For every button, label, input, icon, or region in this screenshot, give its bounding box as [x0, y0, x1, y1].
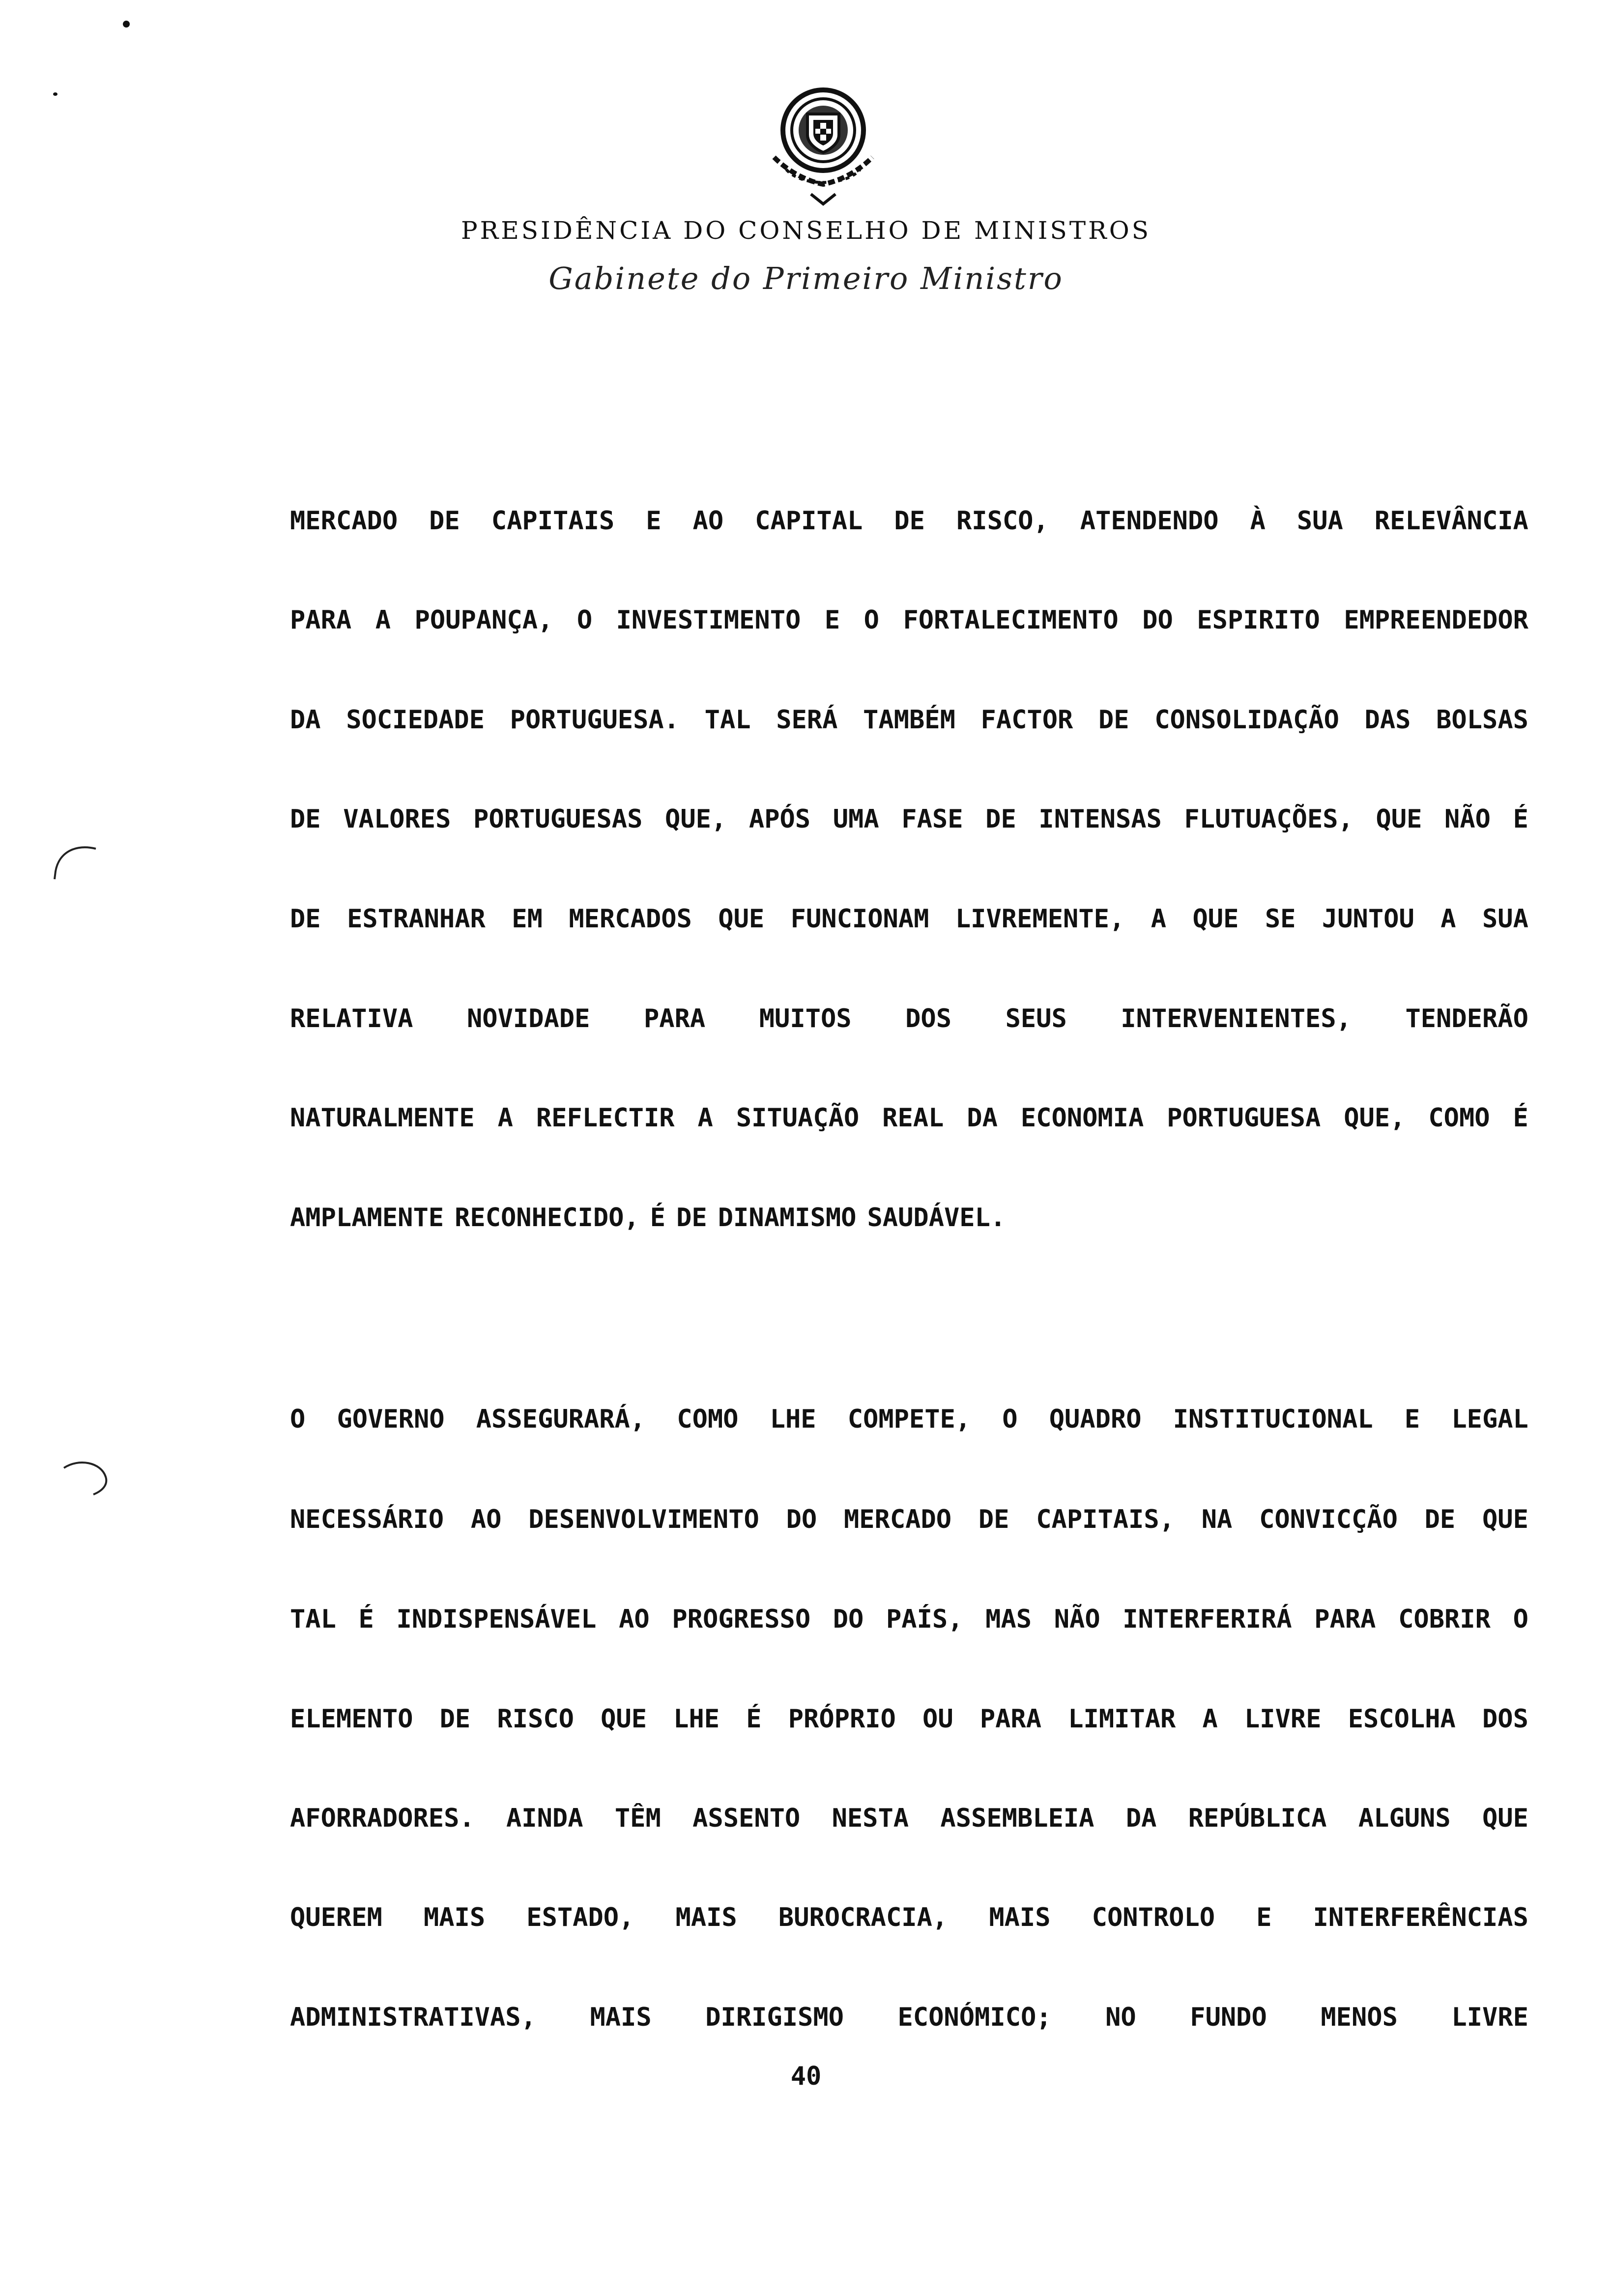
paragraph-1-line: [290, 1098, 1528, 1138]
word: APÓS: [748, 804, 811, 834]
word: É: [650, 1203, 666, 1233]
word: QUE: [1376, 804, 1422, 834]
paragraph-2-line: [290, 1600, 1528, 1639]
word: MAIS: [675, 1903, 737, 1932]
word: PORTUGUESAS: [473, 804, 643, 834]
page-number: 40: [790, 2062, 822, 2091]
paragraph-1-line: [290, 800, 1528, 839]
word: AINDA: [506, 1804, 583, 1833]
word: FUNDO: [1190, 2003, 1267, 2032]
word: INTERFERÊNCIAS: [1313, 1903, 1528, 1932]
word: A: [1440, 904, 1456, 934]
word: PORTUGUESA: [1167, 1103, 1321, 1133]
word: MAIS: [590, 2003, 652, 2032]
word: ASSEMBLEIA: [940, 1804, 1094, 1833]
scan-speck: [53, 92, 58, 96]
word: É: [1513, 804, 1528, 834]
word: AO: [692, 506, 724, 536]
word: PROGRESSO: [672, 1605, 811, 1634]
word: RELEVÂNCIA: [1374, 506, 1528, 536]
word: MAIS: [423, 1903, 486, 1932]
word: CAPITAIS: [491, 506, 615, 536]
paragraph-2-line: [290, 1998, 1528, 2037]
word: E: [646, 506, 662, 536]
word: O: [1002, 1405, 1018, 1434]
word: REAL: [882, 1103, 944, 1133]
word: DOS: [1482, 1704, 1528, 1734]
word: TAL: [704, 705, 751, 735]
word: FASE: [901, 804, 963, 834]
word: DO: [786, 1505, 817, 1534]
word: TENDERÃO: [1405, 1004, 1528, 1033]
word: AO: [470, 1505, 502, 1534]
word: BOLSAS: [1436, 705, 1528, 735]
word: ELEMENTO: [290, 1704, 413, 1734]
word: E: [1404, 1405, 1420, 1434]
word: INVESTIMENTO: [616, 605, 801, 635]
scan-speck: [123, 21, 130, 28]
word: TAL: [290, 1605, 336, 1634]
word: RELATIVA: [290, 1004, 413, 1033]
word: MAS: [985, 1605, 1032, 1634]
word: DO: [833, 1605, 864, 1634]
word: DE: [290, 804, 321, 834]
word: COBRIR: [1398, 1605, 1491, 1634]
word: JUNTOU: [1322, 904, 1414, 934]
word: ESTRANHAR: [347, 904, 486, 934]
word: FACTOR: [980, 705, 1073, 735]
word: COMPETE,: [847, 1405, 971, 1434]
word: NATURALMENTE: [290, 1103, 475, 1133]
word: REFLECTIR: [536, 1103, 675, 1133]
word: DE: [429, 506, 460, 536]
word: DE: [1098, 705, 1129, 735]
word: RISCO,: [956, 506, 1049, 536]
word: O: [1513, 1605, 1528, 1634]
bracket-mark-left-upper: [47, 843, 101, 882]
word: LEGAL: [1451, 1405, 1528, 1434]
word: LHE: [673, 1704, 720, 1734]
word: FORTALECIMENTO: [903, 605, 1119, 635]
word: POUPANÇA,: [414, 605, 553, 635]
word: CONSOLIDAÇÃO: [1154, 705, 1339, 735]
word: DO: [1142, 605, 1173, 635]
word: RECONHECIDO,: [455, 1203, 639, 1233]
word: QUEREM: [290, 1903, 382, 1932]
word: CAPITAL: [755, 506, 863, 536]
word: COMO: [1428, 1103, 1490, 1133]
paragraph-1-line: [290, 601, 1528, 640]
word: NA: [1201, 1505, 1233, 1534]
word: LIMITAR: [1068, 1704, 1176, 1734]
word: QUE: [601, 1704, 647, 1734]
word: DA: [290, 705, 321, 735]
paragraph-2-line: [290, 1898, 1528, 1937]
word: DIRIGISMO: [705, 2003, 844, 2032]
word: DE: [1424, 1505, 1456, 1534]
word: AFORRADORES.: [290, 1804, 475, 1833]
word: ECONÓMICO;: [897, 2003, 1052, 2032]
paragraph-1-line: [290, 700, 1528, 740]
word: DA: [1125, 1804, 1157, 1833]
word: SUA: [1296, 506, 1343, 536]
word: CONTROLO: [1092, 1903, 1215, 1932]
institution-title: PRESIDÊNCIA DO CONSELHO DE MINISTROS: [461, 216, 1151, 245]
word: NOVIDADE: [466, 1004, 590, 1033]
word: MERCADOS: [569, 904, 692, 934]
word: ESCOLHA: [1348, 1704, 1456, 1734]
word: À: [1250, 506, 1266, 536]
word: ESPIRITO: [1197, 605, 1320, 635]
word: QUADRO: [1049, 1405, 1142, 1434]
word: NO: [1105, 2003, 1136, 2032]
word: MENOS: [1321, 2003, 1398, 2032]
paragraph-2-line: [290, 1500, 1528, 1539]
word: A: [375, 605, 391, 635]
word: O: [290, 1405, 306, 1434]
word: INDISPENSÁVEL: [396, 1605, 597, 1634]
word: ADMINISTRATIVAS,: [290, 2003, 536, 2032]
word: DE: [978, 1505, 1009, 1534]
word: DAS: [1364, 705, 1411, 735]
word: QUE: [718, 904, 765, 934]
word: É: [358, 1605, 374, 1634]
paragraph-1-line: [290, 501, 1528, 541]
word: CONVICÇÃO: [1259, 1505, 1398, 1534]
word: TAMBÉM: [863, 705, 955, 735]
word: E: [824, 605, 840, 635]
word: LIVRE: [1451, 2003, 1528, 2032]
word: AMPLAMENTE: [290, 1203, 444, 1233]
word: É: [1513, 1103, 1528, 1133]
word: QUE: [1482, 1505, 1528, 1534]
office-subtitle: Gabinete do Primeiro Ministro: [548, 260, 1064, 296]
word: MERCADO: [290, 506, 398, 536]
word: AO: [619, 1605, 650, 1634]
word: ATENDENDO: [1080, 506, 1219, 536]
word: ASSENTO: [692, 1804, 801, 1833]
word: INSTITUCIONAL: [1173, 1405, 1373, 1434]
word: FUNCIONAM: [790, 904, 929, 934]
word: VALORES: [343, 804, 451, 834]
word: MAIS: [989, 1903, 1051, 1932]
word: ALGUNS: [1358, 1804, 1451, 1833]
word: NECESSÁRIO: [290, 1505, 444, 1534]
word: MUITOS: [759, 1004, 852, 1033]
word: LHE: [770, 1405, 816, 1434]
paragraph-2-line: [290, 1400, 1528, 1439]
word: NESTA: [832, 1804, 909, 1833]
word: É: [746, 1704, 762, 1734]
word: RISCO: [497, 1704, 574, 1734]
word: SEUS: [1005, 1004, 1067, 1033]
word: EM: [512, 904, 543, 934]
word: LIVREMENTE,: [955, 904, 1125, 934]
paragraph-1-line: [290, 1198, 1528, 1237]
word: SITUAÇÃO: [736, 1103, 860, 1133]
word: INTERFERIRÁ: [1123, 1605, 1292, 1634]
bracket-mark-left-lower: [59, 1457, 113, 1501]
paragraph-1-line: [290, 899, 1528, 939]
word: FLUTUAÇÕES,: [1184, 804, 1353, 834]
word: DE: [676, 1203, 707, 1233]
word: TÊM: [614, 1804, 661, 1833]
word: COMO: [677, 1405, 739, 1434]
word: QUE,: [1344, 1103, 1406, 1133]
word: LIVRE: [1244, 1704, 1322, 1734]
word: DE: [985, 804, 1016, 834]
word: PARA: [643, 1004, 706, 1033]
word: SAUDÁVEL.: [867, 1203, 1006, 1233]
word: OU: [922, 1704, 953, 1734]
word: PRÓPRIO: [788, 1704, 896, 1734]
word: NÃO: [1444, 804, 1491, 834]
word: QUE: [1482, 1804, 1528, 1833]
word: ECONOMIA: [1020, 1103, 1144, 1133]
word: PARA: [979, 1704, 1042, 1734]
word: UMA: [833, 804, 879, 834]
word: EMPREENDEDOR: [1344, 605, 1528, 635]
word: DA: [967, 1103, 998, 1133]
coat-of-arms-seal: [764, 84, 882, 206]
word: GOVERNO: [337, 1405, 445, 1434]
word: REPÚBLICA: [1188, 1804, 1327, 1833]
paragraph-2-line: [290, 1799, 1528, 1838]
word: QUE,: [665, 804, 727, 834]
word: DE: [894, 506, 925, 536]
word: DESENVOLVIMENTO: [528, 1505, 759, 1534]
word: PAÍS,: [886, 1605, 963, 1634]
word: SOCIEDADE: [346, 705, 485, 735]
word: QUE: [1192, 904, 1239, 934]
word: ESTADO,: [526, 1903, 634, 1932]
word: INTENSAS: [1038, 804, 1162, 834]
word: A: [1151, 904, 1167, 934]
word: O: [576, 605, 593, 635]
word: MERCADO: [843, 1505, 952, 1534]
word: DE: [439, 1704, 471, 1734]
word: A: [1202, 1704, 1218, 1734]
paragraph-1-line: [290, 999, 1528, 1038]
word: SE: [1265, 904, 1296, 934]
word: SERÁ: [776, 705, 838, 735]
word: ASSEGURARÁ,: [476, 1405, 646, 1434]
word: A: [697, 1103, 713, 1133]
word: A: [497, 1103, 513, 1133]
paragraph-2-line: [290, 1699, 1528, 1739]
word: NÃO: [1054, 1605, 1100, 1634]
word: PARA: [290, 605, 352, 635]
word: INTERVENIENTES,: [1121, 1004, 1352, 1033]
word: PARA: [1314, 1605, 1376, 1634]
word: O: [864, 605, 879, 635]
word: DOS: [905, 1004, 952, 1033]
word: CAPITAIS,: [1036, 1505, 1175, 1534]
word: DINAMISMO: [718, 1203, 857, 1233]
word: DE: [290, 904, 321, 934]
word: SUA: [1482, 904, 1528, 934]
word: BUROCRACIA,: [778, 1903, 948, 1932]
word: E: [1256, 1903, 1272, 1932]
word: PORTUGUESA.: [510, 705, 680, 735]
